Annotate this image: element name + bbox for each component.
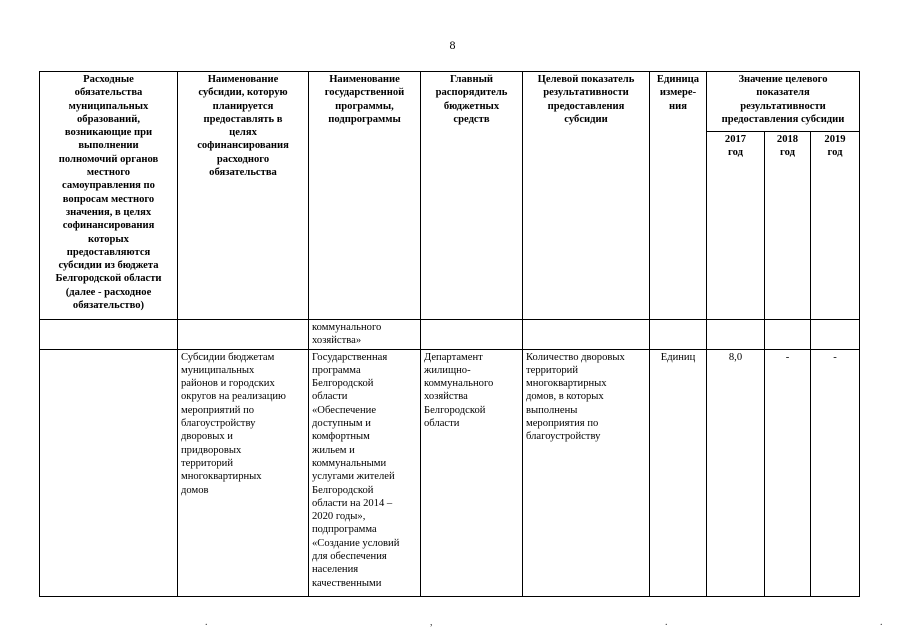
header-row <box>40 72 860 132</box>
header-year-2018: 2018 год <box>765 132 811 320</box>
scan-dot: , <box>430 617 433 628</box>
subsidy-table <box>39 71 860 597</box>
page-number: 8 <box>449 38 456 52</box>
cell-empty <box>523 320 650 350</box>
header-subsidy-name: Наименование субсидии, которую планируется предоставлять в целях софинансирования расходного обязательства <box>178 72 309 320</box>
cell-empty <box>707 320 765 350</box>
cell-program-name: Государственная программа Белгородской области «Обеспечение доступным и комфортным жильем и коммунальными услугами жителей Белгородской области на 2014 – 2020 годы», подпрограмма «Создание условий для обеспечения населения качественными <box>309 349 421 596</box>
header-indicator-value: Значение целевого показателя результативности предоставления субсидии <box>707 72 860 132</box>
cell-value-2019: - <box>811 349 860 596</box>
header-program-name: Наименование государственной программы, подпрограммы <box>309 72 421 320</box>
header-year-2017: 2017 год <box>707 132 765 320</box>
cell-empty <box>650 320 707 350</box>
scan-dot: . <box>205 617 208 628</box>
cell-unit: Единиц <box>650 349 707 596</box>
scan-dot: . <box>665 617 668 628</box>
cell-empty <box>765 320 811 350</box>
header-budget-manager: Главный распорядитель бюджетных средств <box>421 72 523 320</box>
cell-subsidy-name: Субсидии бюджетам муниципальных районов и городских округов на реализацию мероприятий по благоустройству дворовых и придворовых территорий многоквартирных домов <box>178 349 309 596</box>
header-expense-obligations: Расходные обязательства муниципальных образований, возникающие при выполнении полномочий органов местного самоуправления по вопросам местного значения, в целях софинансирования которых предоставляются субсидии из бюджета Белгородской области (далее - расходное обязательство) <box>40 72 178 320</box>
table-row <box>40 349 860 596</box>
cell-empty <box>40 320 178 350</box>
table-row <box>40 320 860 350</box>
header-year-2019: 2019 год <box>811 132 860 320</box>
cell-empty <box>40 349 178 596</box>
cell-value-2018: - <box>765 349 811 596</box>
cell-value-2017: 8,0 <box>707 349 765 596</box>
header-target-indicator: Целевой показатель результативности предоставления субсидии <box>523 72 650 320</box>
header-unit: Единица измере- ния <box>650 72 707 320</box>
cell-program-continuation: коммунального хозяйства» <box>309 320 421 350</box>
cell-budget-manager: Департамент жилищно- коммунального хозяйства Белгородской области <box>421 349 523 596</box>
cell-empty <box>421 320 523 350</box>
cell-empty <box>178 320 309 350</box>
cell-target-indicator: Количество дворовых территорий многоквартирных домов, в которых выполнены мероприятия по благоустройству <box>523 349 650 596</box>
scan-dot: . <box>880 617 883 628</box>
cell-empty <box>811 320 860 350</box>
